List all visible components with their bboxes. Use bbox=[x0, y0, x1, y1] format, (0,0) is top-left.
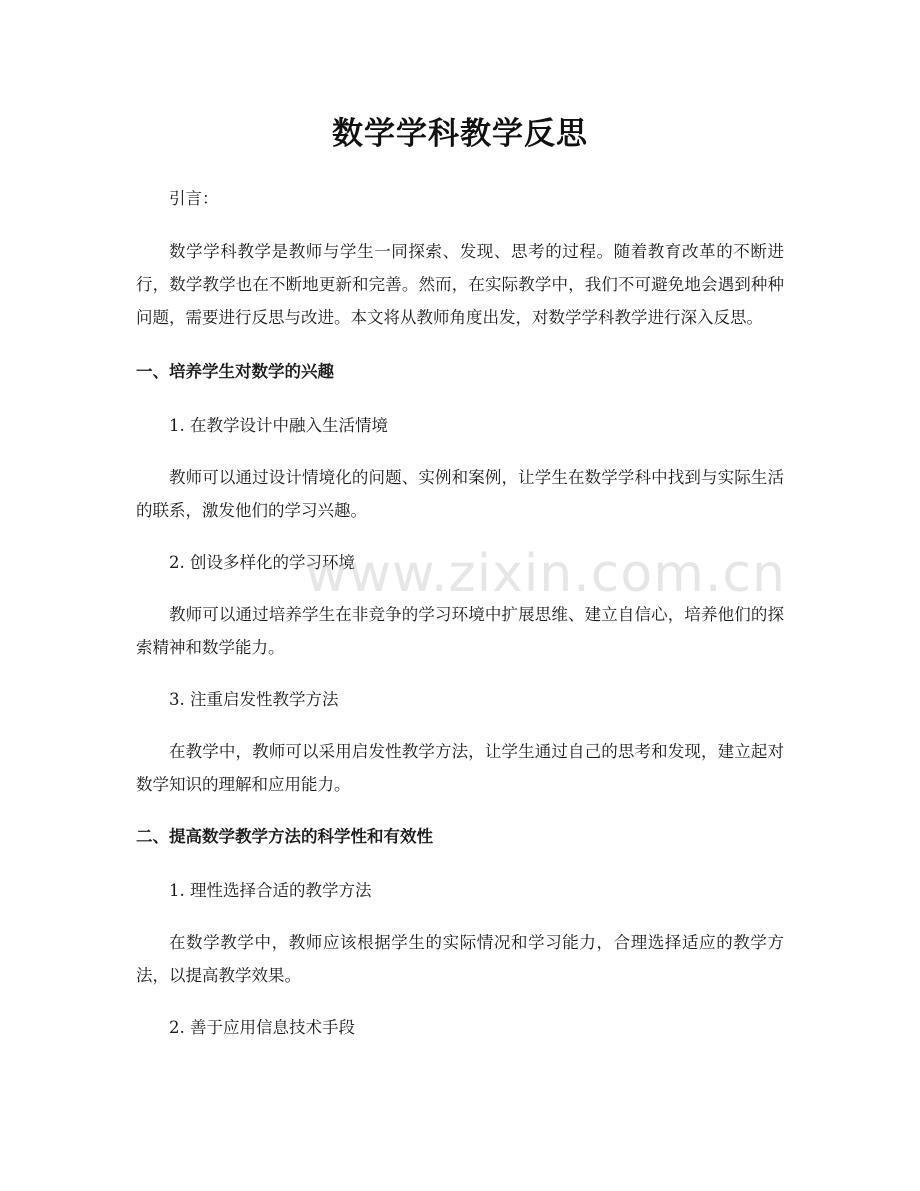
item-paragraph: 在数学教学中，教师应该根据学生的实际情况和学习能力，合理选择适应的教学方法，以提高教学效果。 bbox=[136, 933, 784, 985]
item-title: 1. 在教学设计中融入生活情境 bbox=[169, 416, 388, 435]
item-paragraph: 教师可以通过培养学生在非竞争的学习环境中扩展思维、建立自信心，培养他们的探索精神和数学能力。 bbox=[136, 605, 784, 657]
intro-label: 引言： bbox=[169, 189, 219, 208]
watermark: www.zixin.com.cn bbox=[305, 544, 786, 604]
section-2 bbox=[136, 820, 784, 1044]
section-heading: 二、提高数学教学方法的科学性和有效性 bbox=[136, 827, 433, 846]
item-paragraph: 教师可以通过设计情境化的问题、实例和案例，让学生在数学学科中找到与实际生活的联系，激发他们的学习兴趣。 bbox=[136, 468, 784, 520]
document-title: 数学学科教学反思 bbox=[332, 116, 588, 152]
item-paragraph: 在教学中，教师可以采用启发性教学方法，让学生通过自己的思考和发现，建立起对数学知识的理解和应用能力。 bbox=[136, 742, 784, 794]
section-1 bbox=[136, 355, 784, 801]
item-title: 2. 善于应用信息技术手段 bbox=[169, 1018, 355, 1037]
section-heading: 一、培养学生对数学的兴趣 bbox=[136, 362, 334, 381]
item-title: 2. 创设多样化的学习环境 bbox=[169, 553, 355, 572]
item-title: 1. 理性选择合适的教学方法 bbox=[169, 881, 372, 900]
document-body bbox=[136, 182, 784, 1063]
intro-paragraph: 数学学科教学是教师与学生一同探索、发现、思考的过程。随着教育改革的不断进行，数学教学也在不断地更新和完善。然而，在实际教学中，我们不可避免地会遇到种种问题，需要进行反思与改进。本文将从教师角度出发，对数学学科教学进行深入反思。 bbox=[136, 242, 784, 327]
item-title: 3. 注重启发性教学方法 bbox=[169, 690, 339, 709]
